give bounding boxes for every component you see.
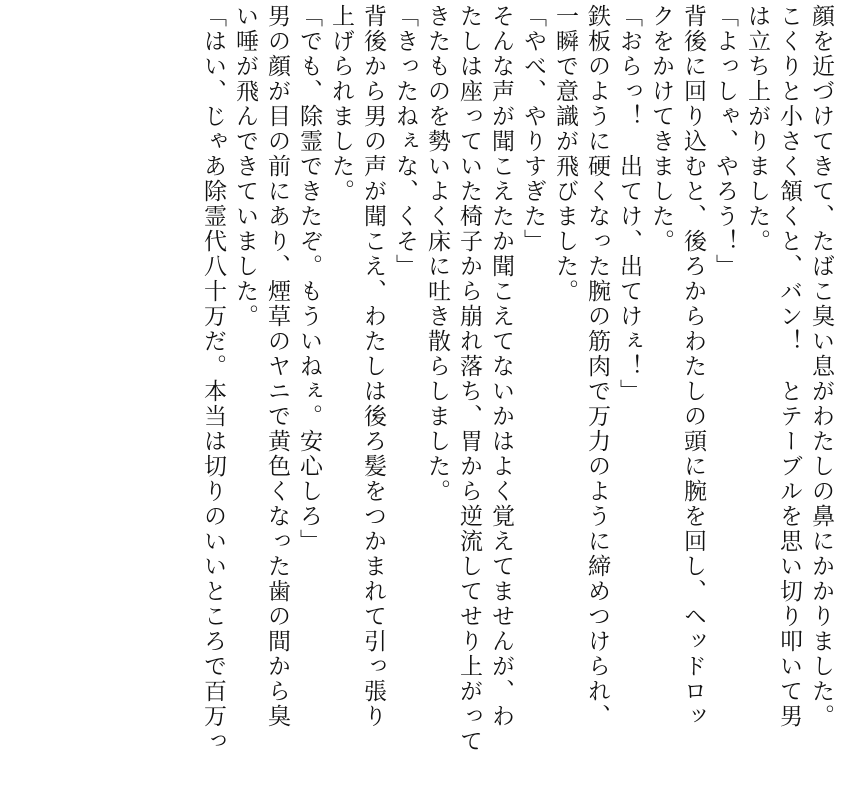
text-line: は立ち上がりました。 [744,4,770,254]
text-line: 一瞬で意識が飛びました。 [552,4,578,304]
text-line: 背後から男の声が聞こえ、わたしは後ろ髪をつかまれて引っ張り [360,4,386,729]
dialogue-line: 「きったねぇな、くそ」 [392,4,418,279]
text-line: 男の顔が目の前にあり、煙草のヤニで黄色くなった歯の間から臭 [264,4,290,729]
vertical-text-body [197,4,837,808]
text-line: きたものを勢いよく床に吐き散らしました。 [424,4,450,504]
text-line: い唾が飛んできていました。 [232,4,258,329]
text-line: 顔を近づけてきて、たばこ臭い息がわたしの鼻にかかりました。 [808,4,834,729]
text-line: たしは座っていた椅子から崩れ落ち、胃から逆流してせり上がって [456,4,482,754]
text-line: 鉄板のように硬くなった腕の筋肉で万力のように締めつけられ、 [584,4,610,729]
dialogue-line: 「やべ、やりすぎた」 [520,4,546,254]
text-line: そんな声が聞こえたか聞こえてないかはよく覚えてませんが、わ [488,4,514,729]
dialogue-line: 「おらっ！ 出てけ、出てけぇ！」 [616,4,642,404]
text-line: 上げられました。 [328,4,354,204]
dialogue-line: 「はい、じゃあ除霊代八十万だ。本当は切りのいいところで百万っ [200,4,226,754]
dialogue-line: 「よっしゃ、やろう！」 [712,4,738,279]
dialogue-line: 「でも、除霊できたぞ。もういねぇ。安心しろ」 [296,4,322,554]
text-line: 背後に回り込むと、後ろからわたしの頭に腕を回し、ヘッドロッ [680,4,706,729]
text-line: こくりと小さく頷くと、バン！ とテーブルを思い切り叩いて男 [776,4,802,729]
text-line: クをかけてきました。 [648,4,674,254]
